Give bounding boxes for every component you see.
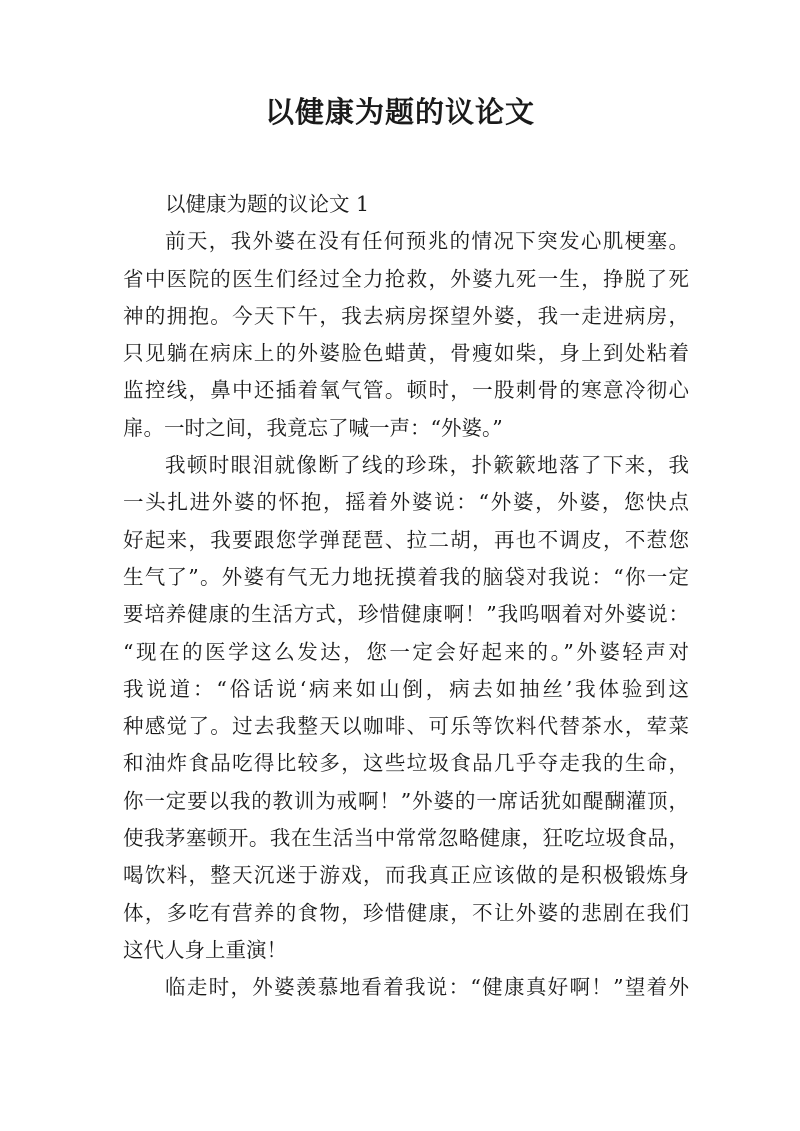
text-line: 我顿时眼泪就像断了线的珍珠，扑簌簌地落了下来，我: [165, 453, 689, 478]
text-line: 神的拥抱。今天下午，我去病房探望外婆，我一走进病房，: [123, 303, 689, 328]
document-title: 以健康为题的议论文: [264, 95, 535, 129]
document-body: [123, 186, 689, 1007]
text-line: 喝饮料，整天沉迷于游戏，而我真正应该做的是积极锻炼身: [123, 863, 689, 888]
text-line: 我说道：“俗话说‘病来如山倒，病去如抽丝’我体验到这: [123, 676, 689, 701]
text-line: 体，多吃有营养的食物，珍惜健康，不让外婆的悲剧在我们: [123, 900, 689, 925]
text-line: 好起来，我要跟您学弹琵琶、拉二胡，再也不调皮，不惹您: [123, 527, 689, 552]
text-line: 要培养健康的生活方式，珍惜健康啊！”我呜咽着对外婆说：: [123, 602, 689, 627]
text-line: 省中医院的医生们经过全力抢救，外婆九死一生，挣脱了死: [123, 266, 689, 291]
text-line: 一头扎进外婆的怀抱，摇着外婆说：“外婆，外婆，您快点: [123, 490, 689, 515]
text-line: “现在的医学这么发达，您一定会好起来的。”外婆轻声对: [123, 639, 689, 664]
text-line: 你一定要以我的教训为戒啊！”外婆的一席话犹如醍醐灌顶，: [123, 788, 689, 813]
text-line: 前天，我外婆在没有任何预兆的情况下突发心肌梗塞。: [165, 229, 689, 254]
section-heading: 以健康为题的议论文 1: [165, 192, 370, 216]
text-line: 只见躺在病床上的外婆脸色蜡黄，骨瘦如柴，身上到处粘着: [123, 341, 689, 366]
text-line: 种感觉了。过去我整天以咖啡、可乐等饮料代替茶水，荤菜: [123, 714, 689, 739]
text-line: 临走时，外婆羡慕地看着我说：“健康真好啊！”望着外: [165, 975, 689, 1000]
text-line: 生气了”。外婆有气无力地抚摸着我的脑袋对我说：“你一定: [123, 564, 689, 589]
text-line: 使我茅塞顿开。我在生活当中常常忽略健康，狂吃垃圾食品，: [123, 826, 689, 851]
text-line: 监控线，鼻中还插着氧气管。顿时，一股刺骨的寒意冷彻心: [123, 378, 689, 403]
text-line: 这代人身上重演！: [123, 937, 287, 962]
text-line: 扉。一时之间，我竟忘了喊一声：“外婆。”: [123, 415, 503, 440]
text-line: 和油炸食品吃得比较多，这些垃圾食品几乎夺走我的生命，: [123, 751, 689, 776]
